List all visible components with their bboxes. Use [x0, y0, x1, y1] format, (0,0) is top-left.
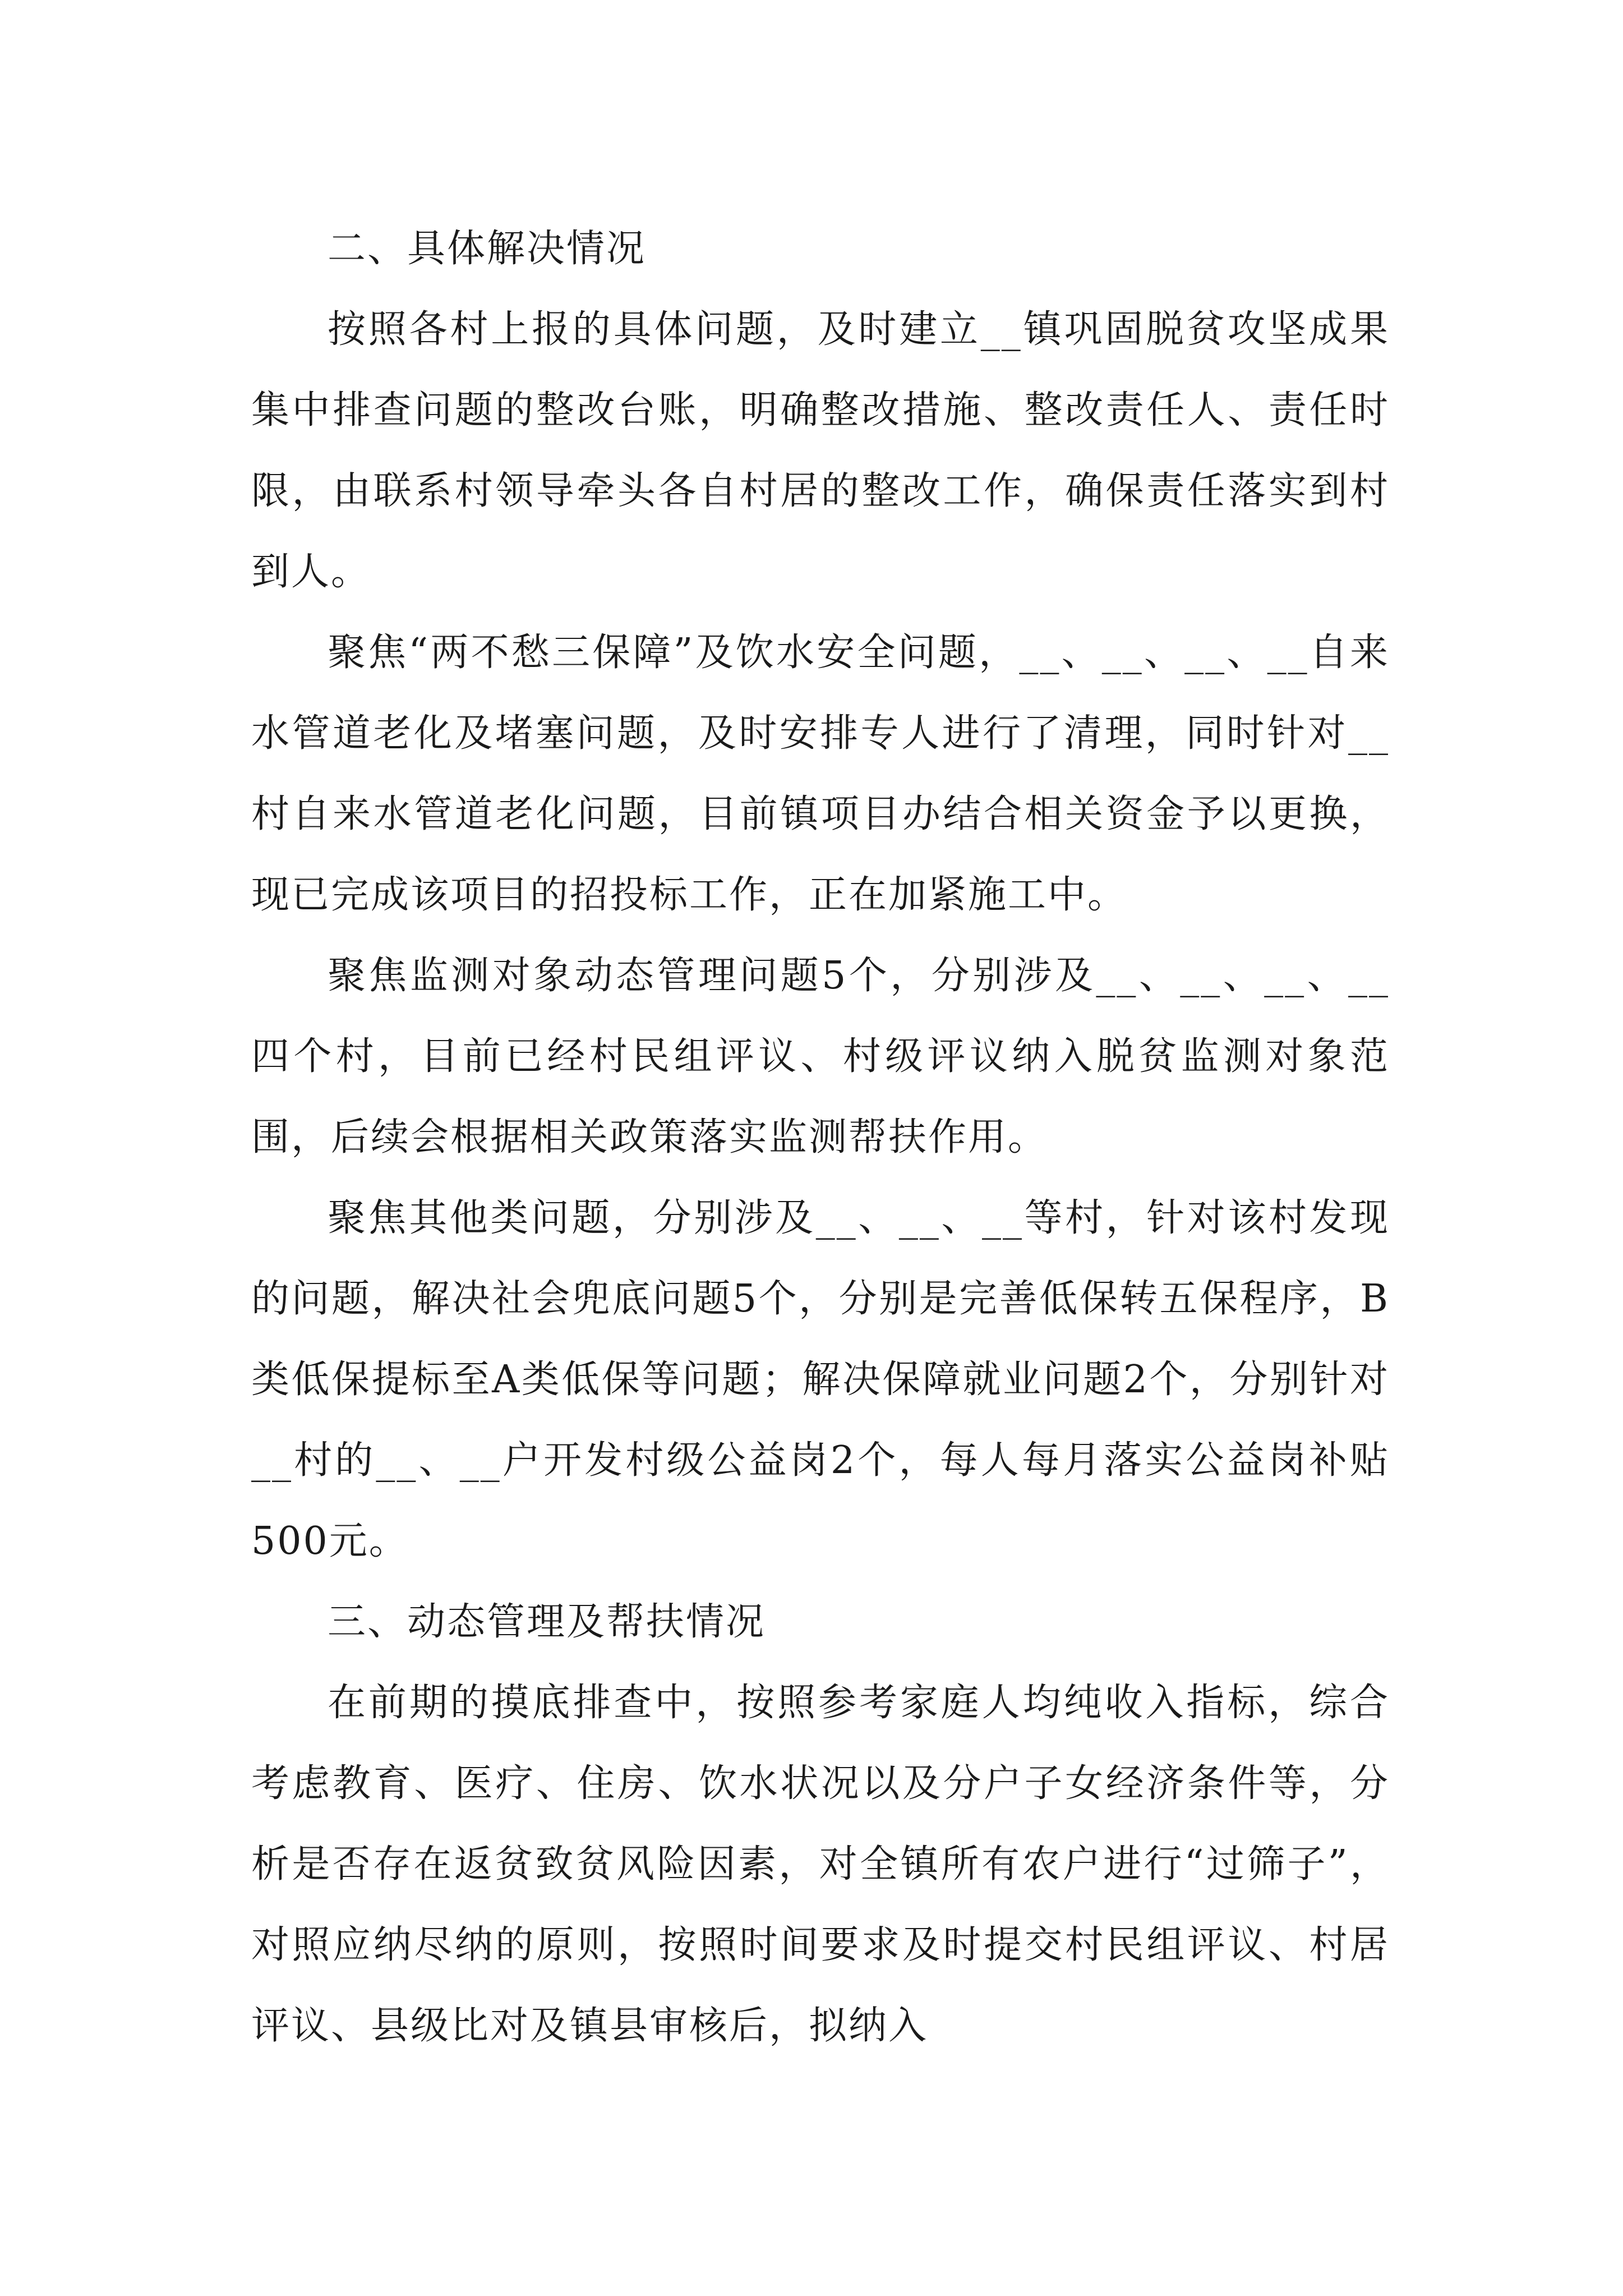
paragraph-water-safety: 聚焦“两不愁三保障”及饮水安全问题，__、__、__、__自来水管道老化及堵塞问题，及时安排专人进行了清理，同时针对__村自来水管道老化问题，目前镇项目办结合相关资金予以更换，现已完成该项目的招投标工作，正在加紧施工中。 — [251, 631, 1390, 917]
section-heading-2: 二、具体解决情况 — [328, 227, 647, 271]
paragraph-rectification-ledger: 按照各村上报的具体问题，及时建立__镇巩固脱贫攻坚成果集中排查问题的整改台账，明确整改措施、整改责任人、责任时限，由联系村领导牵头各自村居的整改工作，确保责任落实到村到人。 — [251, 307, 1390, 594]
paragraph-monitoring-objects: 聚焦监测对象动态管理问题5个，分别涉及__、__、__、__四个村，目前已经村民组评议、村级评议纳入脱贫监测对象范围，后续会根据相关政策落实监测帮扶作用。 — [251, 954, 1390, 1159]
section-heading-3: 三、动态管理及帮扶情况 — [328, 1600, 766, 1644]
paragraph-dynamic-management: 在前期的摸底排查中，按照参考家庭人均纯收入指标，综合考虑教育、医疗、住房、饮水状况以及分户子女经济条件等，分析是否存在返贫致贫风险因素，对全镇所有农户进行“过筛子”，对照应纳尽纳的原则，按照时间要求及时提交村民组评议、村居评议、县级比对及镇县审核后，拟纳入 — [251, 1681, 1390, 2048]
document-body — [251, 209, 1390, 2067]
paragraph-other-issues: 聚焦其他类问题，分别涉及__、__、__等村，针对该村发现的问题，解决社会兜底问题5个，分别是完善低保转五保程序，B类低保提标至A类低保等问题；解决保障就业问题2个，分别针对__村的__、__户开发村级公益岗2个，每人每月落实公益岗补贴500元。 — [251, 1196, 1390, 1563]
